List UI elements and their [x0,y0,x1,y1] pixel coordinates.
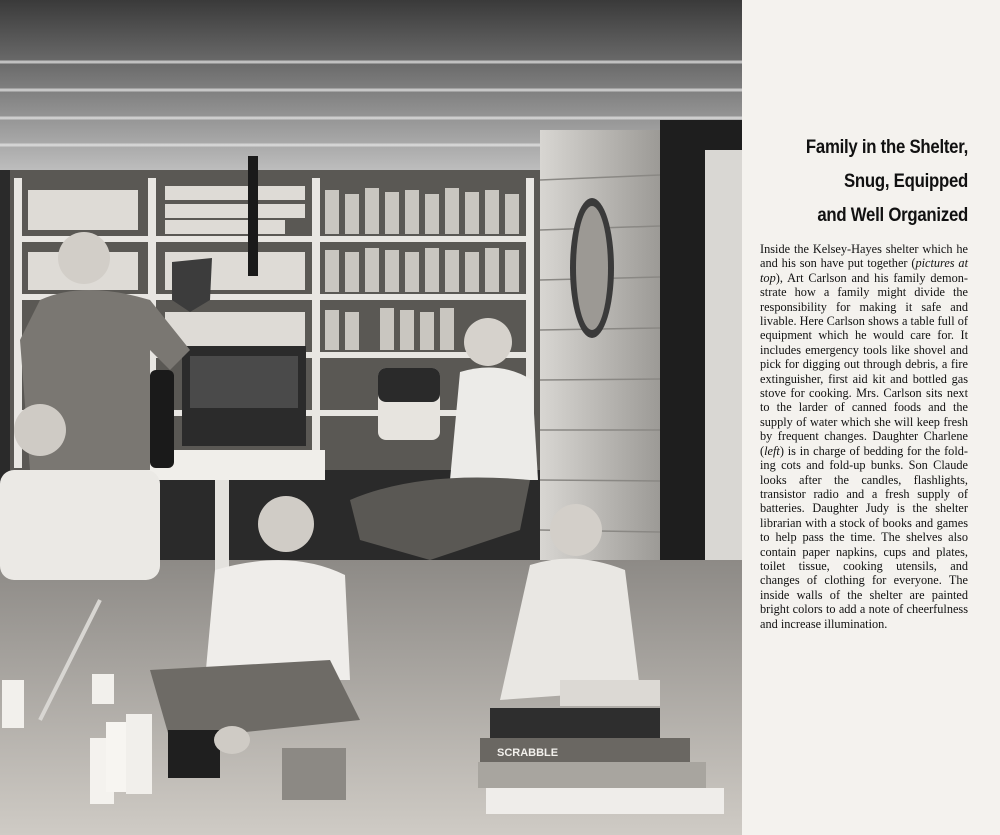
headline-line-1: Family in the Shelter, [805,136,968,158]
article-body [760,242,968,631]
article-headline [789,130,968,232]
body-part-2: ), Art Carlson and his family demonstrate how a family might divide the responsibility for making it safe and livable. Here Carlson shows a table full of equipment which he would care for. It includes emergency tools like shovel and pick for digging out through debris, a fire extinguisher, first aid kit and bottled gas stove for cooking. Mrs. Carlson sits next to the larder of canned foods and the supply of water which she will keep fresh by frequent changes. Daughter Charlene ( [760,270,968,458]
headline-line-2: Snug, Equipped [843,170,968,192]
article-column [760,130,968,631]
headline-line-3: and Well Organized [817,204,968,226]
body-part-3: ) is in charge of bedding for the folding cots and fold-up bunks. Son Claude looks after the candles, flashlights, transistor radio and a fresh supply of batteries. Daughter Judy is the shelter librarian with a stock of books and games to help pass the time. The shelves also contain paper napkins, cups and plates, toilet tissue, cooking utensils, and changes of clothing for everyone. The inside walls of the shelter are painted bright colors to add a note of cheerfulness and increase illumination. [760,443,968,631]
body-part-1: Inside the Kelsey-Hayes shelter which he and his son have put together ( [760,242,968,271]
body-italic-2: left [764,443,780,458]
scrabble-box-label: SCRABBLE [497,747,559,759]
body-italic-1: pictures at top [760,256,968,285]
